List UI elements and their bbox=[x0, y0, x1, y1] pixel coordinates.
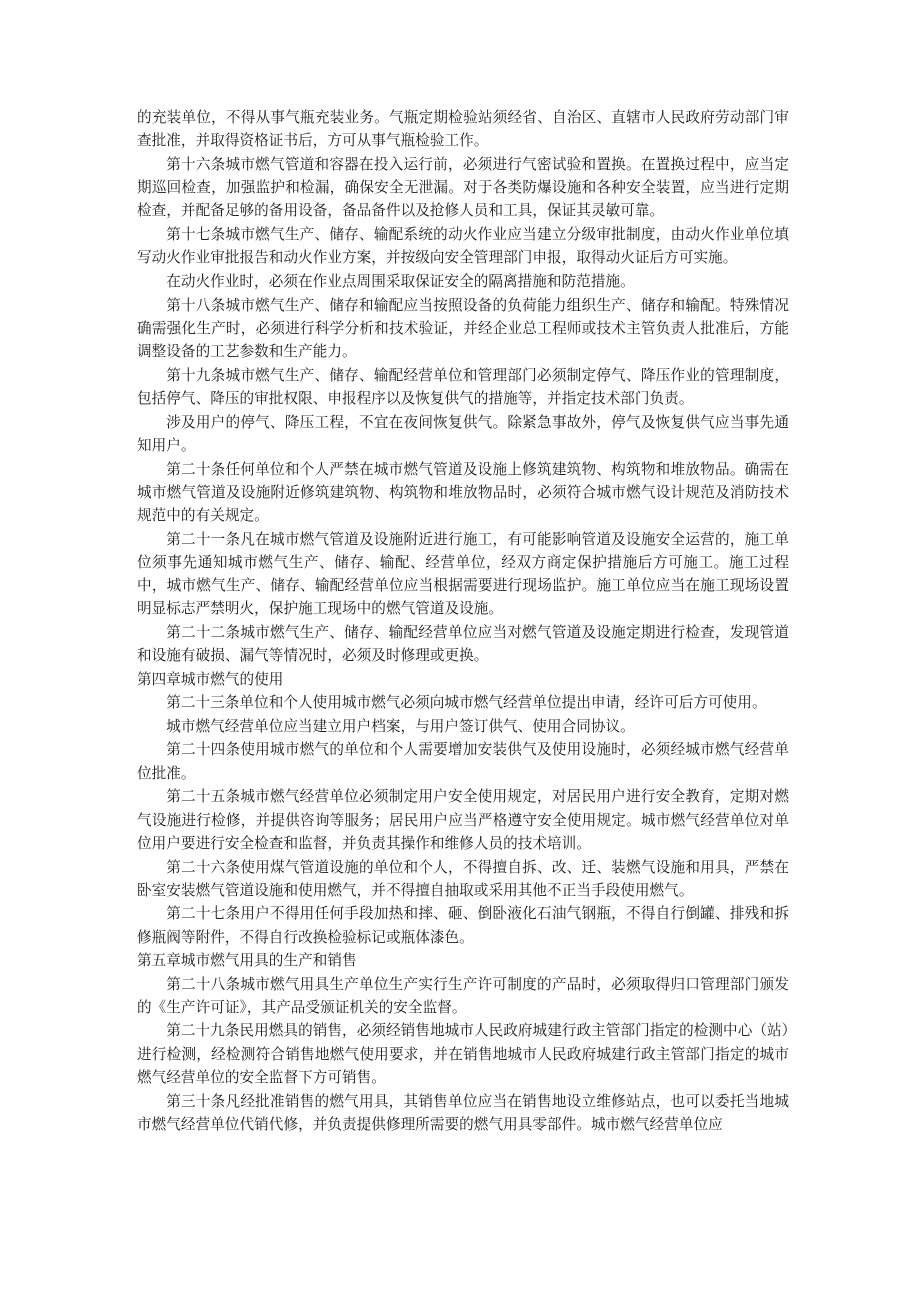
paragraph-article-20: 第二十条任何单位和个人严禁在城市燃气管道及设施上修筑建筑物、构筑物和堆放物品。确需在城市燃气管道及设施附近修筑建筑物、构筑物和堆放物品时，必须符合城市燃气设计规范及消防技术规范中的有关规定。 bbox=[137, 460, 789, 524]
paragraph-article-16: 第十六条城市燃气管道和容器在投入运行前，必须进行气密试验和置换。在置换过程中，应当定期巡回检查，加强监护和检漏，确保安全无泄漏。对于各类防爆设施和各种安全装置，应当进行定期检查，并配备足够的备用设备，备品备件以及抢修人员和工具，保证其灵敏可靠。 bbox=[137, 155, 789, 220]
paragraph-article-29: 第二十九条民用燃具的销售，必须经销售地城市人民政府城建行政主管部门指定的检测中心（站）进行检测，经检测符合销售地燃气使用要求，并在销售地城市人民政府城建行政主管部门指定的城市燃气经营单位的安全监督下方可销售。 bbox=[137, 1022, 789, 1086]
paragraph-article-27: 第二十七条用户不得用任何手段加热和摔、砸、倒卧液化石油气钢瓶，不得自行倒罐、排残和拆修瓶阀等附件，不得自行改换检验标记或瓶体漆色。 bbox=[137, 905, 789, 946]
document-body bbox=[137, 106, 789, 1136]
paragraph-article-25: 第二十五条城市燃气经营单位必须制定用户安全使用规定，对居民用户进行安全教育，定期对燃气设施进行检修，并提供咨询等服务；居民用户应当严格遵守安全使用规定。城市燃气经营单位对单位用户要进行安全检查和监督，并负责其操作和维修人员的技术培训。 bbox=[137, 788, 789, 852]
paragraph-article-30: 第三十条凡经批准销售的燃气用具，其销售单位应当在销售地设立维修站点，也可以委托当地城市燃气经营单位代销代修，并负责提供修理所需要的燃气用具零部件。城市燃气经营单位应 bbox=[137, 1092, 789, 1133]
paragraph-article-21: 第二十一条凡在城市燃气管道及设施附近进行施工，有可能影响管道及设施安全运营的，施工单位须事先通知城市燃气生产、储存、输配、经营单位，经双方商定保护措施后方可施工。施工过程中，城市燃气生产、储存、输配经营单位应当根据需要进行现场监护。施工单位应当在施工现场设置明显标志严禁明火，保护施工现场中的燃气管道及设施。 bbox=[137, 530, 789, 618]
chapter-heading-5: 第五章城市燃气用具的生产和销售 bbox=[137, 952, 357, 970]
paragraph-article-19-users: 涉及用户的停气、降压工程，不宜在夜间恢复供气。除紧急事故外，停气及恢复供气应当事先通知用户。 bbox=[137, 413, 789, 454]
paragraph-article-22: 第二十二条城市燃气生产、储存、输配经营单位应当对燃气管道及设施定期进行检查，发现管道和设施有破损、漏气等情况时，必须及时修理或更换。 bbox=[137, 623, 789, 665]
paragraph-article-24: 第二十四条使用城市燃气的单位和个人需要增加安装供气及使用设施时，必须经城市燃气经营单位批准。 bbox=[137, 741, 789, 782]
paragraph-article-28: 第二十八条城市燃气用具生产单位生产实行生产许可制度的产品时，必须取得归口管理部门颁发的《生产许可证》，其产品受颁证机关的安全监督。 bbox=[137, 975, 789, 1016]
paragraph-article-26: 第二十六条使用煤气管道设施的单位和个人，不得擅自拆、改、迁、装燃气设施和用具，严禁在卧室安装燃气管道设施和使用燃气，并不得擅自抽取或采用其他不正当手段使用燃气。 bbox=[137, 858, 789, 899]
paragraph-article-23: 第二十三条单位和个人使用城市燃气必须向城市燃气经营单位提出申请，经许可后方可使用。 bbox=[166, 694, 767, 712]
chapter-heading-4: 第四章城市燃气的使用 bbox=[137, 670, 284, 688]
paragraph-article-19: 第十九条城市燃气生产、储存、输配经营单位和管理部门必须制定停气、降压作业的管理制度，包括停气、降压的审批权限、申报程序以及恢复供气的措施等，并指定技术部门负责。 bbox=[137, 366, 789, 407]
paragraph-article-17-fire: 在动火作业时，必须在作业点周围采取保证安全的隔离措施和防范措施。 bbox=[166, 272, 635, 290]
paragraph-article-17: 第十七条城市燃气生产、储存、输配系统的动火作业应当建立分级审批制度，由动火作业单位填写动火作业审批报告和动火作业方案，并按级向安全管理部门申报，取得动火证后方可实施。 bbox=[137, 226, 789, 267]
paragraph-article-23-archive: 城市燃气经营单位应当建立用户档案，与用户签订供气、使用合同协议。 bbox=[166, 717, 635, 735]
paragraph-continuation: 的充装单位，不得从事气瓶充装业务。气瓶定期检验站须经省、自治区、直辖市人民政府劳动部门审查批准，并取得资格证书后，方可从事气瓶检验工作。 bbox=[137, 109, 789, 150]
paragraph-article-18: 第十八条城市燃气生产、储存和输配应当按照设备的负荷能力组织生产、储存和输配。特殊情况确需强化生产时，必须进行科学分析和技术验证，并经企业总工程师或技术主管负责人批准后，方能调整设备的工艺参数和生产能力。 bbox=[137, 296, 789, 361]
